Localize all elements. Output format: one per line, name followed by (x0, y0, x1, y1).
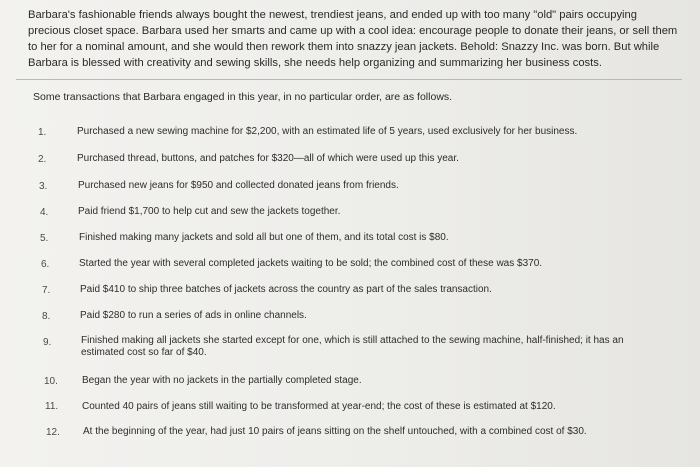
item-number: 3. (39, 181, 48, 192)
item-text: Finished making many jackets and sold all but one of them, and its total cost is $80. (79, 232, 449, 243)
item-text: Finished making all jackets she started except for one, which is still attached to the sewing machine, half-finished; it has an estimated cost so far of $40. (81, 335, 624, 358)
item-text: Purchased thread, buttons, and patches for $320—all of which were used up this year. (77, 153, 459, 164)
item-text: Paid friend $1,700 to help cut and sew the jackets together. (78, 206, 341, 217)
item-number: 5. (40, 233, 49, 244)
transactions-heading: Some transactions that Barbara engaged in this year, in no particular order, are as follows. (33, 91, 453, 103)
item-number: 11. (45, 401, 59, 412)
item-text: Started the year with several completed jackets waiting to be sold; the combined cost of these was $370. (79, 258, 543, 269)
item-number: 7. (42, 285, 51, 296)
item-number: 2. (38, 154, 47, 165)
item-text: Purchased a new sewing machine for $2,200, with an estimated life of 5 years, used exclusively for her business. (77, 126, 578, 137)
item-number: 4. (40, 207, 49, 218)
item-text: Counted 40 pairs of jeans still waiting to be transformed at year-end; the cost of these is estimated at $120. (82, 401, 556, 412)
item-text: Purchased new jeans for $950 and collected donated jeans from friends. (78, 180, 399, 191)
item-number: 12. (46, 427, 60, 438)
item-number: 10. (44, 376, 58, 387)
item-text: Paid $410 to ship three batches of jackets across the country as part of the sales transaction. (80, 284, 492, 295)
item-number: 9. (43, 337, 52, 348)
item-number: 6. (41, 259, 50, 270)
item-text: Paid $280 to run a series of ads in online channels. (80, 310, 307, 321)
item-text: Began the year with no jackets in the partially completed stage. (82, 375, 362, 386)
item-text: At the beginning of the year, had just 10 pairs of jeans sitting on the shelf untouched, with a combined cost of $30. (83, 426, 587, 437)
item-number: 8. (42, 311, 51, 322)
intro-paragraph: Barbara's fashionable friends always bought the newest, trendiest jeans, and ended up with too many "old" pairs occupying precious closet space. Barbara used her smarts and came up with a cool idea: encourage people to donate their jeans, or sell them to her for a nominal amount, and she would then rework them into snazzy jean jackets. Behold: Snazzy Inc. was born. But while Barbara is blessed with creativity and sewing skills, she needs help organizing and summarizing her business costs. (28, 9, 678, 69)
item-number: 1. (38, 127, 47, 138)
